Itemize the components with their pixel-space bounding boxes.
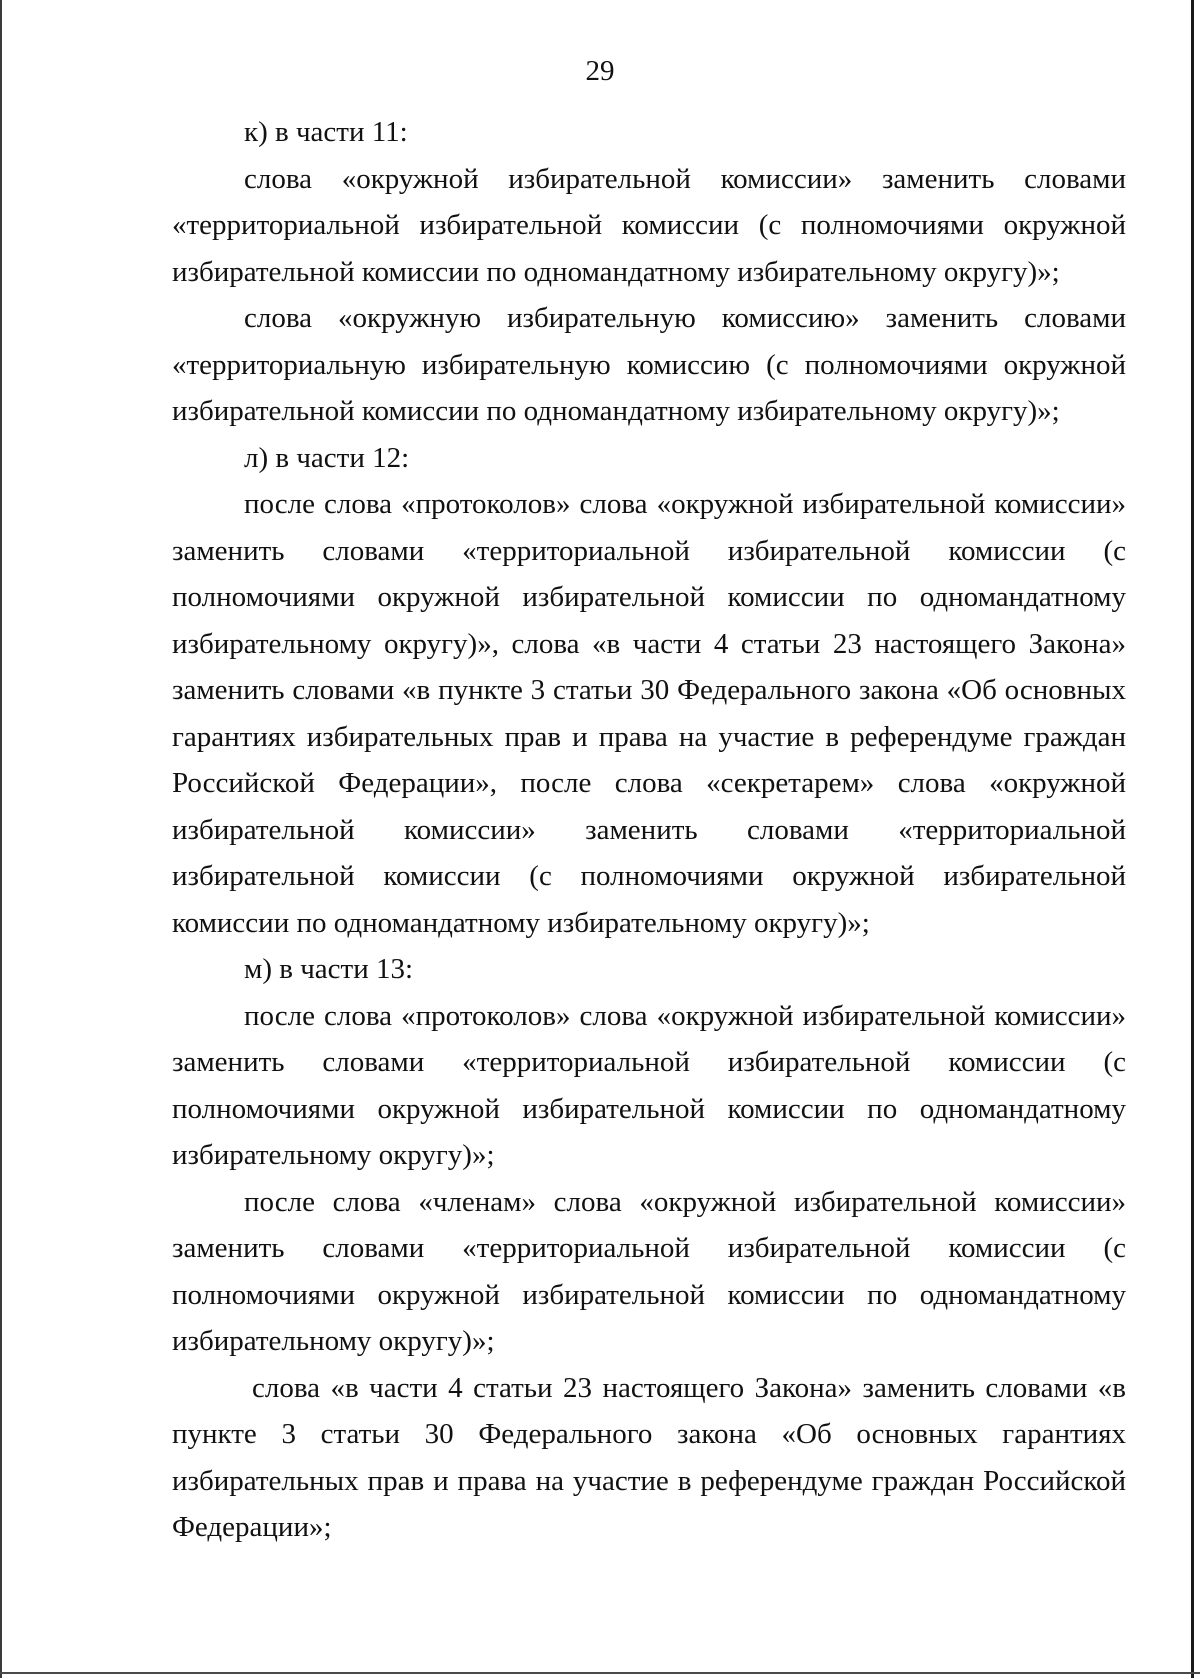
paragraph-m-2: после слова «членам» слова «окружной избирательной комиссии» заменить словами «территориальной избирательной комиссии (с полномочиями окружной избирательной комиссии по одномандатному избирательному округу)»; <box>172 1185 1126 1357</box>
paragraph-k-2: слова «окружную избирательную комиссию» заменить словами «территориальную избирательную комиссию (с полномочиями окружной избирательной комиссии по одномандатному избирательному округу)»; <box>172 302 1126 427</box>
paragraph-l-heading: л) в части 12: <box>244 441 410 474</box>
paragraph-m-1: после слова «протоколов» слова «окружной избирательной комиссии» заменить словами «территориальной избирательной комиссии (с полномочиями окружной избирательной комиссии по одномандатному избирательному округу)»; <box>172 999 1126 1171</box>
scan-edge-bottom <box>0 1672 1200 1674</box>
paragraph-k-heading: к) в части 11: <box>244 116 408 148</box>
scan-edge-left <box>0 0 2 1678</box>
document-body <box>172 109 1126 1551</box>
paragraph-m-3: слова «в части 4 статьи 23 настоящего Закона» заменить словами «в пункте 3 статьи 30 Федерального закона «Об основных гарантиях избирательных прав и права на участие в референдуме граждан Российской Федерации»; <box>172 1371 1126 1543</box>
paragraph-m-heading: м) в части 13: <box>244 953 414 985</box>
paragraph-k-1: слова «окружной избирательной комиссии» заменить словами «территориальной избирательной комиссии (с полномочиями окружной избирательной комиссии по одномандатному избирательному округу)»; <box>172 162 1126 288</box>
scan-edge-right <box>1191 0 1194 1678</box>
paragraph-l-1: после слова «протоколов» слова «окружной избирательной комиссии» заменить словами «территориальной избирательной комиссии (с полномочиями окружной избирательной комиссии по одномандатному избирательному округу)», слова «в части 4 статьи 23 настоящего Закона» заменить словами «в пункте 3 статьи 30 Федерального закона «Об основных гарантиях избирательных прав и права на участие в референдуме граждан Российской Федерации», после слова «секретарем» слова «окружной избирательной комиссии» заменить словами «территориальной избирательной комиссии (с полномочиями окружной избирательной комиссии по одномандатному избирательному округу)»; <box>172 488 1126 939</box>
page-number: 29 <box>585 55 615 87</box>
